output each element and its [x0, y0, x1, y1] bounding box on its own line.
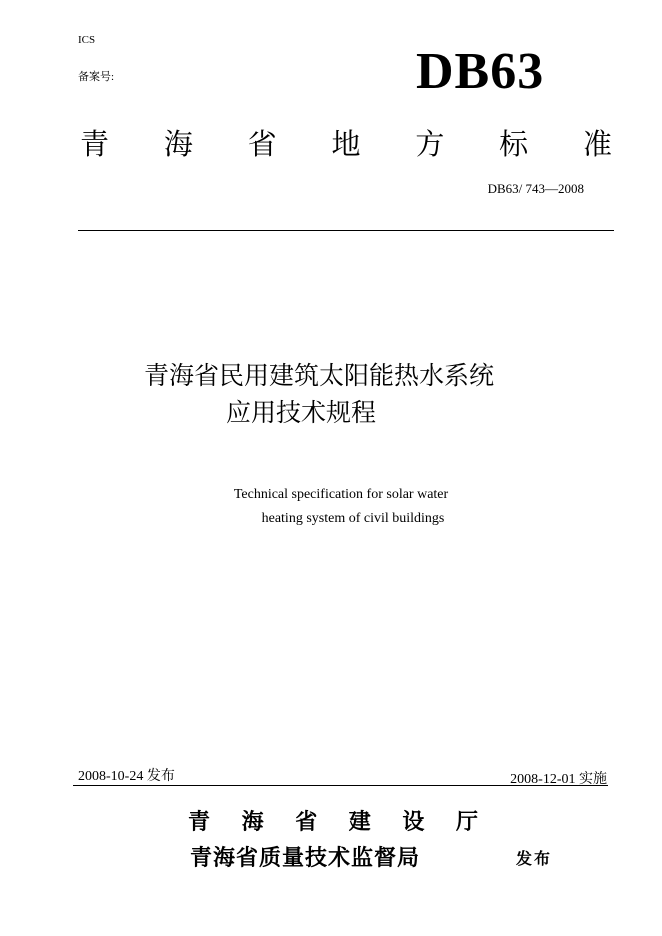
standard-type-char: 省	[247, 127, 277, 161]
publish-label: 发布	[516, 849, 553, 868]
issuer-char: 省	[295, 809, 318, 835]
issuer-char: 厅	[455, 809, 478, 835]
title-en-line1: Technical specification for solar water	[233, 487, 449, 502]
standard-type-char: 地	[331, 127, 361, 161]
standard-type-char: 准	[582, 127, 612, 161]
standard-type-char: 海	[163, 127, 193, 161]
standard-type-char: 方	[415, 127, 445, 161]
filing-number-label: 备案号:	[78, 71, 115, 83]
header-divider	[78, 230, 614, 231]
issuer-char: 海	[241, 809, 264, 835]
issuer-department-2: 青海省质量技术监督局	[190, 845, 421, 871]
title-cn-line1: 青海省民用建筑太阳能热水系统	[143, 361, 494, 390]
issuer-char: 建	[348, 809, 371, 835]
issuer-department-1	[188, 805, 478, 836]
db-code: DB63	[416, 43, 545, 100]
issuer-char: 设	[402, 809, 425, 835]
issuer-char: 青	[188, 809, 211, 835]
footer-divider	[73, 785, 608, 786]
title-cn-line2: 应用技术规程	[225, 398, 376, 427]
implementation-date: 2008-12-01 实施	[510, 772, 607, 787]
standard-type-heading	[80, 122, 612, 163]
ics-label: ICS	[78, 34, 96, 46]
issue-date: 2008-10-24 发布	[78, 769, 175, 784]
title-en-line2: heating system of civil buildings	[261, 511, 445, 526]
standard-type-char: 青	[80, 127, 110, 161]
standard-number: DB63/ 743—2008	[487, 181, 584, 196]
standard-type-char: 标	[499, 127, 529, 161]
